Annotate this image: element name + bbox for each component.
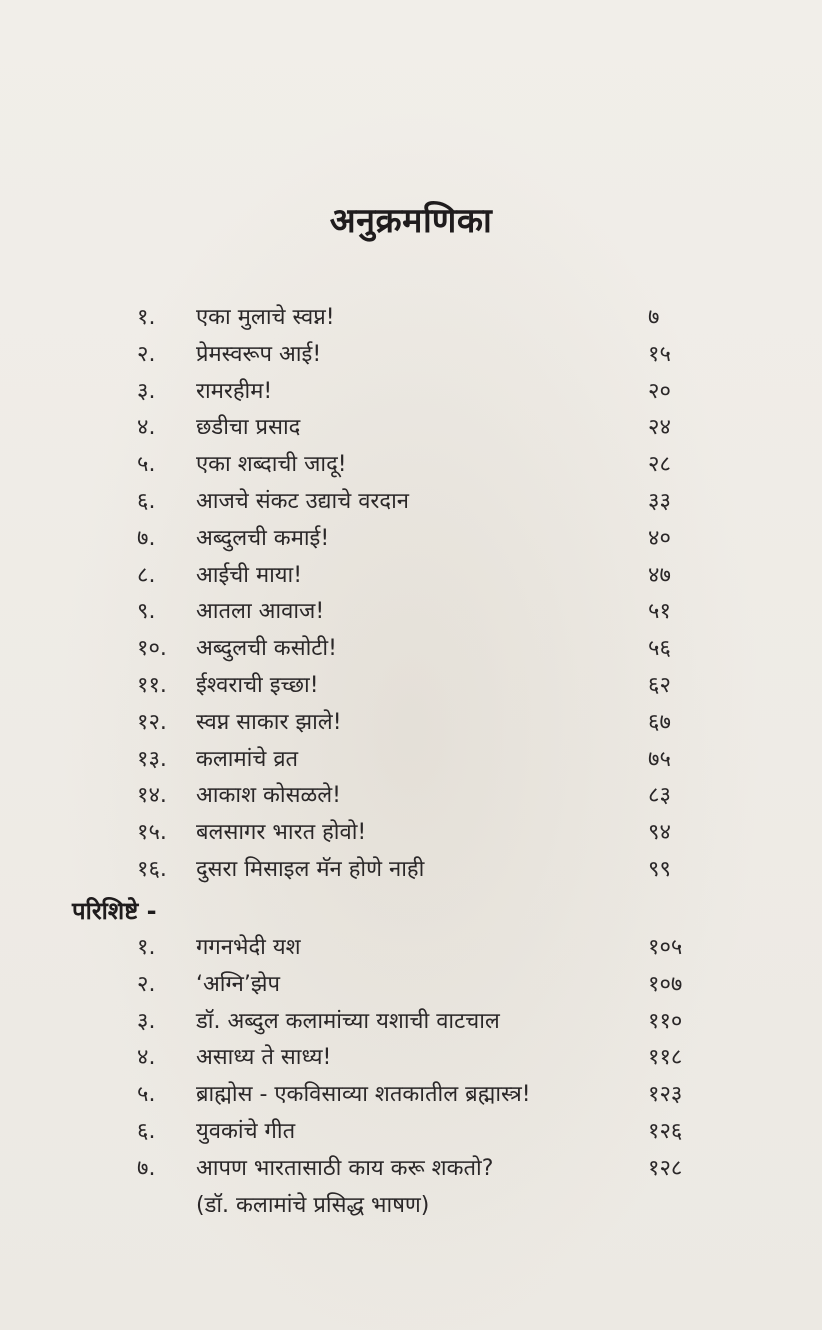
entry-number: ७. xyxy=(137,1155,156,1181)
entry-page-number: ७५ xyxy=(648,746,671,772)
entry-page-number: ११० xyxy=(648,1008,683,1034)
entry-page-number: ४० xyxy=(648,525,671,551)
entry-number: ५. xyxy=(137,1082,156,1108)
entry-number: १. xyxy=(137,935,156,960)
entry-number: ४. xyxy=(137,1045,156,1071)
toc-entry xyxy=(0,668,822,704)
entry-page-number: ११८ xyxy=(648,1045,683,1071)
entry-title: एका मुलाचे स्वप्न! xyxy=(196,305,335,330)
entry-title: ब्राह्मोस - एकविसाव्या शतकातील ब्रह्मास्त्र! xyxy=(196,1082,531,1108)
toc-entry xyxy=(0,594,822,630)
toc-entry xyxy=(0,815,822,851)
entry-title: डॉ. अब्दुल कलामांच्या यशाची वाटचाल xyxy=(196,1008,500,1034)
entry-title: अब्दुलची कसोटी! xyxy=(196,636,337,662)
entry-title: रामरहीम! xyxy=(196,378,273,404)
toc-entry xyxy=(0,410,822,446)
toc-entry xyxy=(0,558,822,594)
entry-number: ३. xyxy=(137,1008,156,1034)
toc-entry xyxy=(0,521,822,557)
toc-entry xyxy=(0,337,822,373)
entry-page-number: २० xyxy=(648,378,671,404)
entry-page-number: ३३ xyxy=(648,489,671,514)
entry-page-number: १२८ xyxy=(648,1155,683,1181)
toc-entry xyxy=(0,1040,822,1076)
entry-title: एका शब्दाची जादू! xyxy=(196,452,347,478)
toc-entry xyxy=(0,705,822,741)
toc-entry xyxy=(0,930,822,966)
entry-number: १३. xyxy=(137,746,167,772)
entry-page-number: ७ xyxy=(648,305,660,330)
entry-number: ६. xyxy=(137,1119,156,1144)
entry-title: कलामांचे व्रत xyxy=(196,746,299,772)
entry-number: ३. xyxy=(137,378,156,404)
entry-page-number: ६७ xyxy=(648,709,671,735)
toc-entry xyxy=(0,1114,822,1150)
entry-title: दुसरा मिसाइल मॅन होणे नाही xyxy=(196,857,425,882)
toc-entry xyxy=(0,631,822,667)
entry-page-number: ४७ xyxy=(648,562,671,588)
entry-page-number: २८ xyxy=(648,452,671,478)
toc-entry xyxy=(0,852,822,888)
entry-number: ९. xyxy=(137,599,156,625)
entry-number: १४. xyxy=(137,783,167,809)
entry-page-number: ९९ xyxy=(648,857,671,882)
entry-page-number: ९४ xyxy=(648,820,671,846)
toc-entry xyxy=(0,484,822,520)
toc-entry xyxy=(0,447,822,483)
entry-page-number: १०७ xyxy=(648,971,683,997)
entry-title: असाध्य ते साध्य! xyxy=(196,1045,332,1071)
entry-page-number: ५१ xyxy=(648,599,671,625)
entry-number: १५. xyxy=(137,820,167,846)
entry-title: अब्दुलची कमाई! xyxy=(196,525,330,551)
entry-title: गगनभेदी यश xyxy=(196,935,301,960)
entry-title: आतला आवाज! xyxy=(196,599,325,625)
toc-entry xyxy=(0,300,822,336)
entry-number: ११. xyxy=(137,673,167,698)
entry-page-number: १२३ xyxy=(648,1082,683,1108)
entry-number: १. xyxy=(137,305,156,330)
appendix-note: (डॉ. कलामांचे प्रसिद्ध भाषण) xyxy=(196,1193,430,1218)
entry-title: बलसागर भारत होवो! xyxy=(196,820,367,846)
toc-entry xyxy=(0,967,822,1003)
entry-title: आकाश कोसळले! xyxy=(196,783,341,809)
entry-number: ६. xyxy=(137,489,156,514)
entry-title: छडीचा प्रसाद xyxy=(196,415,301,441)
entry-title: स्वप्न साकार झाले! xyxy=(196,709,342,735)
entry-number: २. xyxy=(137,971,156,997)
toc-entry xyxy=(0,1077,822,1113)
entry-page-number: १२६ xyxy=(648,1119,683,1144)
entry-number: १०. xyxy=(137,636,167,662)
entry-number: १२. xyxy=(137,709,167,735)
entry-title: ‘अग्नि’झेप xyxy=(196,971,281,997)
entry-number: २. xyxy=(137,341,156,367)
entry-number: ४. xyxy=(137,415,156,441)
toc-entry xyxy=(0,1151,822,1187)
entry-title: आईची माया! xyxy=(196,562,303,588)
entry-title: आजचे संकट उद्याचे वरदान xyxy=(196,489,410,514)
toc-entry xyxy=(0,778,822,814)
entry-number: ५. xyxy=(137,452,156,478)
entry-title: प्रेमस्वरूप आई! xyxy=(196,341,322,367)
toc-entry xyxy=(0,742,822,778)
entry-title: युवकांचे गीत xyxy=(196,1119,296,1144)
entry-page-number: १५ xyxy=(648,341,671,367)
entry-page-number: ५६ xyxy=(648,636,671,662)
entry-page-number: ६२ xyxy=(648,673,671,698)
page-title: अनुक्रमणिका xyxy=(329,201,493,241)
entry-title: ईश्वराची इच्छा! xyxy=(196,673,319,698)
entry-page-number: ८३ xyxy=(648,783,671,809)
entry-page-number: १०५ xyxy=(648,935,683,960)
appendix-heading: परिशिष्टे - xyxy=(72,897,157,925)
entry-page-number: २४ xyxy=(648,415,671,441)
entry-number: ७. xyxy=(137,525,156,551)
entry-number: १६. xyxy=(137,857,167,882)
toc-entry xyxy=(0,1004,822,1040)
entry-number: ८. xyxy=(137,562,156,588)
toc-entry xyxy=(0,374,822,410)
entry-title: आपण भारतासाठी काय करू शकतो? xyxy=(196,1155,494,1181)
